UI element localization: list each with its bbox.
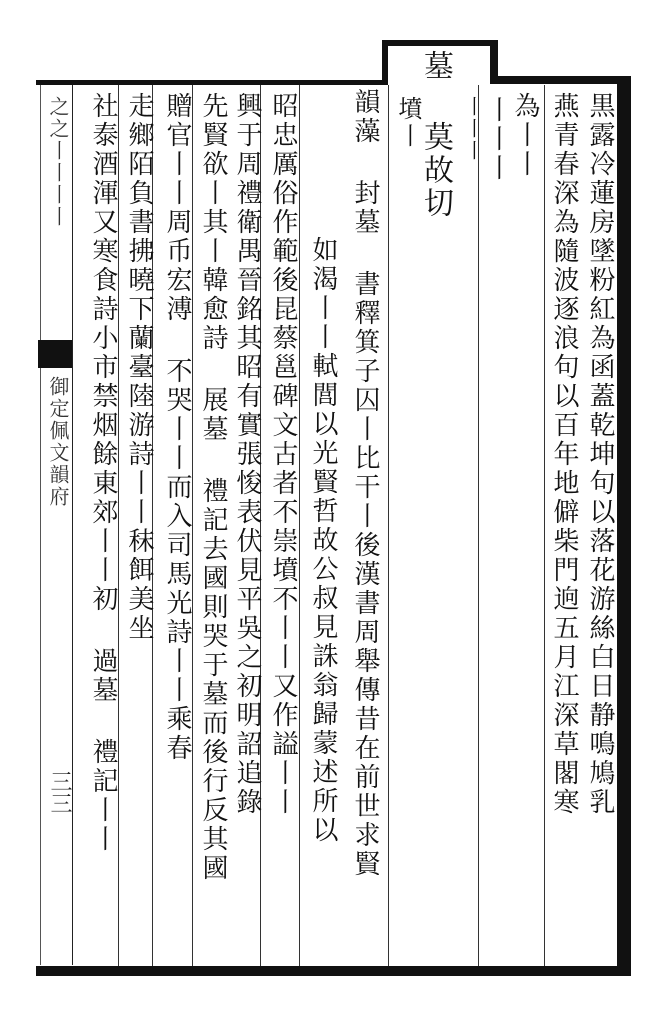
frame-bottom-rule xyxy=(36,966,631,976)
text-column-14: 社泰酒渾又寒食詩小市禁烟餘東郊丨丨初 過墓 禮記丨丨 xyxy=(88,92,118,854)
headword-mu: 墓 莫故切 xyxy=(418,50,453,220)
text-column-5: 丨丨丨 xyxy=(461,96,485,162)
column-divider xyxy=(478,85,479,966)
column-divider xyxy=(118,85,119,966)
text-column-10: 興于周禮衛禺晉銘其昭有實張悛表伏見平吳之初明詔追錄 xyxy=(232,92,262,817)
text-column-9: 昭忠厲俗作範後昆蔡邕碑文古者不崇墳不丨丨又作謚丨丨 xyxy=(268,92,298,817)
page-number: 三三 xyxy=(47,770,72,814)
text-column-13: 走鄉陌負書拂曉下蘭臺陸游詩丨丨秣餌美坐 xyxy=(124,92,154,643)
fish-tail-block xyxy=(38,340,72,368)
text-column-3: 為丨丨 xyxy=(510,92,540,179)
text-column-11: 先賢欲丨其丨韓愈詩 展墓 禮記去國則哭于墓而後行反其國 xyxy=(198,92,228,883)
text-column-yunzao: 韻藻 封墓 書釋箕子囚丨比干丨後漢書周舉傳昔在前世求賢 xyxy=(350,88,380,879)
column-divider xyxy=(299,85,300,966)
margin-book-title: 御定佩文韻府 xyxy=(46,376,70,508)
column-divider xyxy=(544,85,545,966)
text-column-4: 丨丨丨 xyxy=(482,96,512,183)
column-divider xyxy=(388,85,389,966)
frame-right-cap-rule xyxy=(490,76,631,84)
text-column-1: 黒露冷蓮房墜粉紅為函蓋乾坤句以落花游絲白日静鳴鳩乳 xyxy=(585,92,615,817)
text-column-12: 贈官丨丨周币宏溥 不哭丨丨而入司馬光詩丨丨乘春 xyxy=(162,92,192,763)
text-column-8: 如渴丨丨軾閭以光賢哲故公叔見誅翁歸蒙述所以 xyxy=(308,236,338,845)
column-divider xyxy=(192,85,193,966)
headword-fen: 墳丨 xyxy=(394,96,422,150)
frame-top-rule xyxy=(36,80,382,85)
frame-right-rule xyxy=(617,76,631,974)
frame-tab-top-rule xyxy=(382,40,498,46)
margin-outer-rule xyxy=(40,85,41,965)
margin-top-chars: 之之丨丨丨丨 xyxy=(46,96,70,228)
text-column-2: 燕青春深為隨波逐浪句以百年地僻柴門逈五月江深草閣寒 xyxy=(549,92,579,817)
frame-tab-left-rule xyxy=(382,40,388,85)
